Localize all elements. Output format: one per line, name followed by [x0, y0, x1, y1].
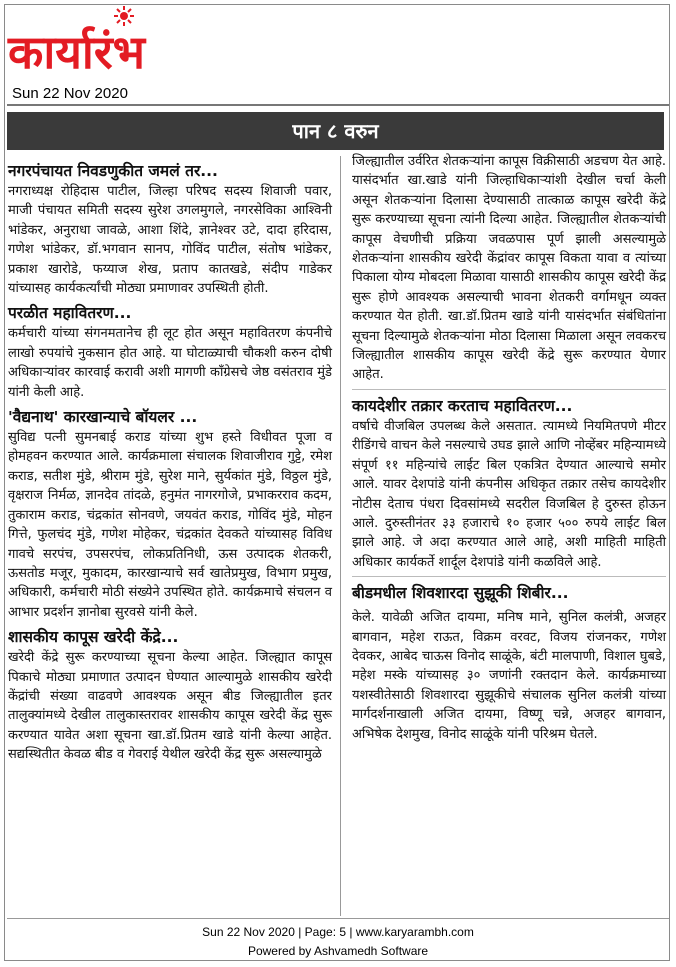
article-body: केले. यावेळी अजित दायमा, मनिष माने, सुनिल कलंत्री, अजहर बागवान, महेश राऊत, विक्रम वरवट, विजय रांजनकर, गणेश देवकर, आबेद चाऊस विनोद साळूंके, बंटी मालपाणी, विशाल घुबडे, महेश मस्के यांच्यासह ३० जणांनी रक्तदान केले. कार्यक्रमाच्या यशस्वीतेसाठी शिवशारदा सुझूकीचे संचालक सुनिल कलंत्री यांच्या मार्गदर्शनाखाली अजित दायमा, विष्णू चन्ने, अजहर बागवान, अभिषेक देशमुख, विनोद साळूंके यांनी परिश्रम घेतले.	[352, 610, 666, 742]
article-body: कर्मचारी यांच्या संगनमतानेच ही लूट होत असून महावितरण कंपनीचे लाखो रुपयांचे नुकसान होत आहे. या घोटाळ्याची चौकशी करुन दोषी अधिकाऱ्यांवर कारवाई करावी अशी मागणी काँग्रेसचे जेष्ठ वसंतराव मुंडे यांनी केली आहे.	[8, 326, 332, 400]
header-divider	[7, 104, 669, 106]
article-separator	[352, 389, 666, 390]
edition-date: Sun 22 Nov 2020	[12, 85, 128, 102]
logo-text: कार्यारंभ	[8, 25, 145, 79]
footer-credit: Powered by Ashvamedh Software	[247, 944, 429, 958]
sun-burst-icon	[114, 6, 134, 26]
article-body: नगराध्यक्ष रोहिदास पाटील, जिल्हा परिषद सदस्य शिवाजी पवार, माजी पंचायत समिती सदस्य सुरेश उगलमुगले, नगरसेविका आश्विनी भांडेकर, अनुराधा जावळे, आशा शिंदे, ज्ञानेश्वर उटे, दादा हरिदास, गणेश भांडेकर, डॉ.भगवान सानप, गोविंद पाटील, संतोष भांडेकर, प्रकाश खारोडे, फय्याज शेख, प्रताप कातखडे, संदीप गाडेकर यांच्यासह कार्यकर्त्यांची मोठ्या प्रमाणावर उपस्थिती होती.	[8, 184, 332, 297]
left-column	[8, 160, 332, 765]
footer-divider	[7, 918, 669, 919]
right-column	[352, 152, 666, 744]
masthead-logo	[6, 6, 216, 80]
article-heading: बीडमधील शिवशारदा सुझूकी शिबीर...	[352, 584, 569, 603]
footer-page-info: Sun 22 Nov 2020 | Page: 5 | www.karyarambh.com	[202, 925, 474, 939]
article-body: जिल्ह्यातील उर्वरित शेतकऱ्यांना कापूस विक्रीसाठी अडचण येत आहे. यासंदर्भात खा.खाडे यांनी जिल्हाधिकाऱ्यांशी देखील चर्चा केली असून शेतकऱ्यांना दिलासा देण्यासाठी तात्काळ कापूस खरेदी केंद्रे सुरू करण्याच्या सूचना त्यांनी दिल्या आहेत. जिल्ह्यातील शेतकऱ्यांची कापूस वेचणीची प्रक्रिया जवळपास पूर्ण झाली असल्यामुळे शेतकऱ्यांना शासकीय खरेदी केंद्रांवर कापूस विकता यावा व त्यांच्या पिकाला योग्य मोबदला मिळावा यासाठी शासकीय कापूस खरेदी केंद्र सुरू होणे आवश्यक असल्याची भावना शेतकरी वर्गामधून व्यक्त करण्यात येत होती. खा.डॉ.प्रितम खाडे यांनी यासंदर्भात संबंधितांना सूचना दिल्यामुळे शेतकऱ्यांना मोठा दिलासा मिळाला असून लवकरच जिल्ह्यातील शासकीय कापूस खरेदी केंद्रे सुरू करण्यात येणार आहेत.	[352, 154, 666, 383]
article-heading: परळीत महावितरण...	[8, 304, 132, 323]
article-separator	[352, 576, 666, 577]
article-body: वर्षाचे वीजबिल उपलब्ध केले असतात. त्यामध्ये नियमितपणे मीटर रीडिंगचे वाचन केले नसल्याचे उघड झाले आणि नोव्हेंबर महिन्यामध्ये संपूर्ण ११ महिन्यांचे लाईट बिल एकत्रित देण्यात आल्याचे समोर आले. यावर देशपांडे यांनी कंपनीस अधिकृत तक्रार तसेच कायदेशीर नोटीस देताच पंधरा दिवसांमध्ये सदरील विजबिल हे दुरुस्त होऊन आले. दुरुस्तीनंतर ३३ हजाराचे १० हजार ५०० रुपये लाईट बिल झाले आहे. जे अदा करण्यात आले आहे, अशी माहिती माहिती अधिकार कार्यकर्ते शार्दूल देशपांडे यांनी कळविले आहे.	[352, 418, 666, 570]
continued-from-banner: पान ८ वरुन	[7, 112, 664, 150]
article-body: खरेदी केंद्रे सुरू करण्याच्या सूचना केल्या आहेत. जिल्ह्यात कापूस पिकाचे मोठ्या प्रमाणात उत्पादन घेण्यात आल्यामुळे शासकीय खरेदी केंद्रांची संख्या वाढवणे आवश्यक असून बीड जिल्ह्यातील इतर तालुक्यांमध्ये देखील तालुकास्तरावर शासकीय कापूस खरेदी केंद्र सुरू करण्यात यावेत अशा सूचना खा.डॉ.प्रितम खाडे यांनी केल्या आहेत. सद्यस्थितीत केवळ बीड व गेवराई येथील खरेदी केंद्र सुरू असल्यामुळे	[8, 650, 332, 763]
article-body: सुविद्य पत्नी सुमनबाई कराड यांच्या शुभ हस्ते विधीवत पूजा व होमहवन करण्यात आले. कार्यक्रमाला संचालक शिवाजीराव गुट्टे, रमेश कराड, सतीश मुंडे, श्रीराम मुंडे, सुरेश माने, सुर्यकांत मुंडे, विठ्ठल मुंडे, वृक्षराज निर्मळ, ज्ञानदेव तांदळे, हनुमंत नागरगोजे, प्रभाकरराव कदम, तुकाराम कराड, चंद्रकांत सोनवणे, जयवंत कराड, गोविंद मुंडे, मोहन गित्ते, फुलचंद मुंडे, गणेश मोहेकर, चंद्रकांत देवकते यांच्यासह विविध गावचे सरपंच, उपसरपंच, लोकप्रतिनिधी, ऊस उत्पादक शेतकरी, ऊसतोड मजूर, मुकादम, कारखान्याचे सर्व खातेप्रमुख, विभाग प्रमुख, अधिकारी, कर्मचारी मोठी संख्येने उपस्थित होते. कार्यक्रमाचे संचलन व आभार प्रदर्शन ज्ञानोबा सुरवसे यांनी केले.	[8, 430, 332, 620]
article-heading: शासकीय कापूस खरेदी केंद्रे...	[8, 628, 179, 647]
article-heading: 'वैद्यनाथ' कारखान्याचे बॉयलर ...	[8, 408, 198, 427]
article-heading: नगरपंचायत निवडणुकीत जमलं तर...	[8, 162, 218, 180]
article-heading: कायदेशीर तक्रार करताच महावितरण...	[352, 396, 573, 415]
column-divider	[340, 156, 341, 916]
